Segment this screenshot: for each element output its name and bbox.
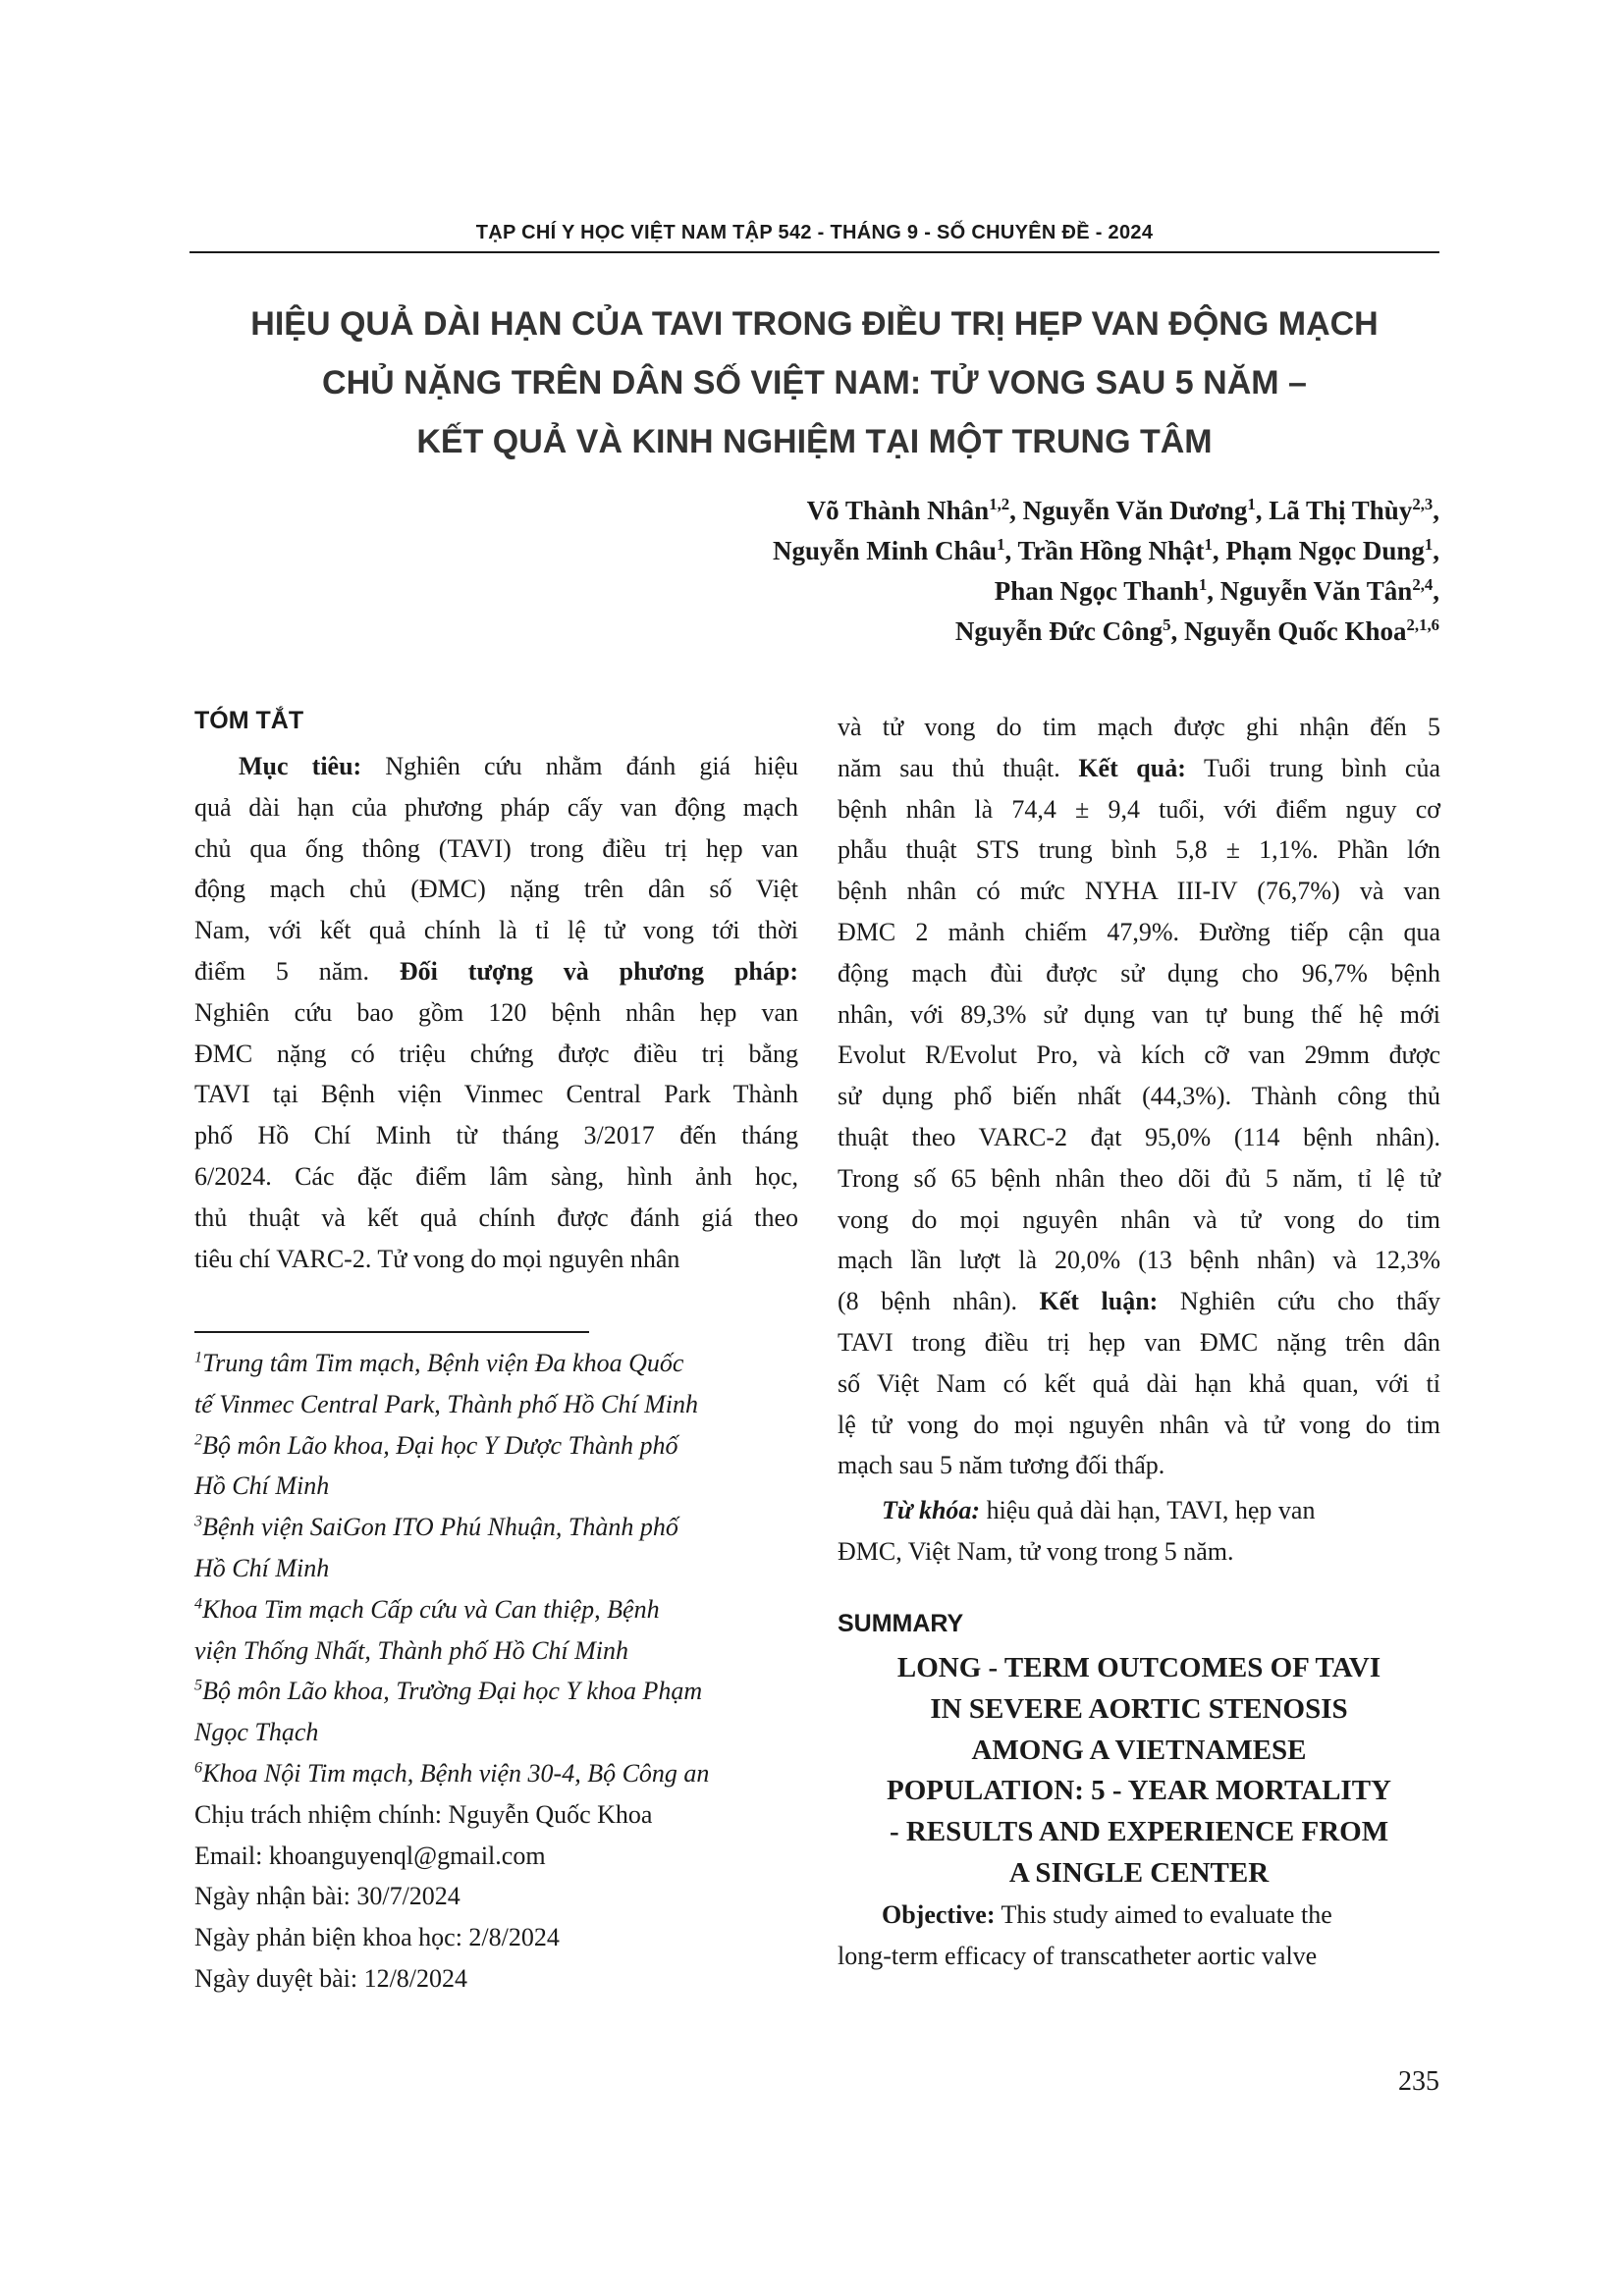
affiliation-text: viện Thống Nhất, Thành phố Hồ Chí Minh <box>194 1635 629 1665</box>
summary-title-line: - RESULTS AND EXPERIENCE FROM <box>889 1816 1389 1848</box>
abstract-vi-heading-wrap <box>194 707 798 735</box>
text-line: điểm 5 năm. Đối tượng và phương pháp: <box>194 956 798 986</box>
author-name: Võ Thành Nhân <box>806 496 990 525</box>
summary-heading-wrap <box>838 1610 1440 1638</box>
text-line: số Việt Nam có kết quả dài hạn khả quan, với tỉ <box>838 1368 1440 1398</box>
text-line: phẫu thuật STS trung bình 5,8 ± 1,1%. Phần lớn <box>838 835 1440 865</box>
objective-text: long-term efficacy of transcatheter aortic valve <box>838 1941 1318 1970</box>
text-line: tiêu chí VARC-2. Tử vong do mọi nguyên nhân <box>194 1244 680 1273</box>
author-name: Nguyễn Văn Dương <box>1022 496 1248 525</box>
received-date: Ngày nhận bài: 30/7/2024 <box>194 1882 460 1911</box>
affiliation-number: 5 <box>194 1677 203 1694</box>
affiliation-text: Hồ Chí Minh <box>194 1471 330 1501</box>
bold-label: Đối tượng và phương pháp: <box>399 956 798 986</box>
affiliation-text: Trung tâm Tim mạch, Bệnh viện Đa khoa Quốc <box>202 1349 684 1377</box>
affiliation-list <box>194 1343 798 1794</box>
author-affiliation: 1 <box>1247 495 1256 513</box>
text-line: thuật theo VARC-2 đạt 95,0% (114 bệnh nhân). <box>838 1122 1440 1151</box>
abstract-vi-left-text <box>194 746 798 1279</box>
summary-title-line: IN SEVERE AORTIC STENOSIS <box>930 1692 1348 1725</box>
affiliation-text: Bộ môn Lão khoa, Đại học Y Dược Thành phố <box>202 1430 678 1460</box>
bold-label: Mục tiêu: <box>239 752 362 780</box>
text-line: sử dụng phổ biến nhất (44,3%). Thành công thủ <box>838 1082 1440 1111</box>
correspondence: Chịu trách nhiệm chính: Nguyễn Quốc Khoa <box>194 1799 653 1829</box>
affiliation-text: Ngọc Thạch <box>194 1718 319 1747</box>
summary-title-line: POPULATION: 5 - YEAR MORTALITY <box>887 1775 1391 1807</box>
text-line: thủ thuật và kết quả chính được đánh giá theo <box>194 1202 798 1232</box>
author-name: Nguyễn Đức Công <box>954 616 1164 646</box>
text-line: 6/2024. Các đặc điểm lâm sàng, hình ảnh học, <box>194 1161 798 1191</box>
author-line: Phan Ngọc Thanh$^1$, Nguyễn Văn Tân$^{2,4}$, <box>994 575 1439 606</box>
text-line: phố Hồ Chí Minh từ tháng 3/2017 đến tháng <box>194 1121 798 1150</box>
author-name: Nguyễn Minh Châu <box>772 536 998 565</box>
author-affiliation: 1,2 <box>989 495 1010 513</box>
text-line: nhân, với 89,3% sử dụng van tự bung thế hệ mới <box>838 999 1440 1029</box>
header-rule <box>189 251 1439 253</box>
text-line: ĐMC 2 mảnh chiếm 47,9%. Đường tiếp cận qua <box>838 917 1440 946</box>
affiliation-number: 4 <box>194 1595 203 1613</box>
summary-title-line: LONG - TERM OUTCOMES OF TAVI <box>896 1652 1381 1683</box>
review-date: Ngày phản biện khoa học: 2/8/2024 <box>194 1923 560 1952</box>
author-name: Phan Ngọc Thanh <box>994 576 1199 606</box>
affiliation-number: 6 <box>194 1759 203 1777</box>
affiliation-line <box>194 1671 798 1712</box>
affiliation-text: Bệnh viện SaiGon ITO Phú Nhuận, Thành phố <box>202 1513 678 1542</box>
author-affiliation: 1 <box>1204 535 1213 554</box>
author-affiliation: 1 <box>1198 575 1208 594</box>
keywords-line: hiệu quả dài hạn, TAVI, hẹp van <box>980 1496 1316 1524</box>
text-line: mạch sau 5 năm tương đối thấp. <box>838 1451 1165 1480</box>
affiliation-text: Hồ Chí Minh <box>194 1553 330 1582</box>
text-line: động mạch đùi được sử dụng cho 96,7% bệnh <box>838 958 1440 988</box>
text-line: Nam, với kết quả chính là tỉ lệ tử vong tới thời <box>194 916 798 945</box>
author-list <box>773 491 1439 652</box>
page-number: 235 <box>1398 2066 1439 2097</box>
text-line: TAVI trong điều trị hẹp van ĐMC nặng trên dân <box>838 1327 1440 1357</box>
keywords-vi <box>838 1490 1440 1573</box>
author-name: Trần Hồng Nhật <box>1017 536 1205 565</box>
text-line: vong do mọi nguyên nhân và tử vong do tim <box>838 1204 1440 1234</box>
text-line: bệnh nhân có mức NYHA III-IV (76,7%) và van <box>838 877 1440 906</box>
affiliation-text: tế Vinmec Central Park, Thành phố Hồ Chí Minh <box>194 1389 698 1418</box>
title-line: HIỆU QUẢ DÀI HẠN CỦA TAVI TRONG ĐIỀU TRỊ HẸP VAN ĐỘNG MẠCH <box>250 305 1379 343</box>
text-line: động mạch chủ (ĐMC) nặng trên dân số Việt <box>194 875 798 904</box>
summary-heading: SUMMARY <box>838 1610 964 1637</box>
affiliation-number: 2 <box>194 1430 203 1448</box>
affiliation-number: 3 <box>194 1513 203 1530</box>
author-affiliation: 2,1,6 <box>1406 615 1439 634</box>
text-line: mạch lần lượt là 20,0% (13 bệnh nhân) và 12,3% <box>838 1246 1440 1275</box>
affiliation-number: 1 <box>194 1349 203 1366</box>
affiliation-text: Khoa Tim mạch Cấp cứu và Can thiệp, Bệnh <box>202 1594 660 1624</box>
author-name: Nguyễn Quốc Khoa <box>1183 616 1407 646</box>
text-line: Mục tiêu: Nghiên cứu nhằm đánh giá hiệu <box>239 752 798 780</box>
author-name: Lã Thị Thùy <box>1269 496 1413 525</box>
text-line: Nghiên cứu bao gồm 120 bệnh nhân hẹp van <box>194 997 798 1027</box>
article-title <box>189 294 1439 471</box>
affiliation-line <box>194 1384 798 1425</box>
affiliation-line <box>194 1548 798 1589</box>
text-line: bệnh nhân là 74,4 ± 9,4 tuổi, với điểm nguy cơ <box>838 794 1440 824</box>
author-affiliation: 2,4 <box>1412 575 1434 594</box>
bold-label: Kết luận: <box>1039 1287 1159 1316</box>
footnotes <box>194 1343 798 2000</box>
abstract-vi-right-text <box>838 707 1440 1486</box>
summary-title-line: A SINGLE CENTER <box>1008 1856 1270 1889</box>
summary-objective <box>838 1895 1440 1977</box>
affiliation-line <box>194 1753 798 1794</box>
author-affiliation: 5 <box>1163 615 1171 634</box>
affiliation-text: Bộ môn Lão khoa, Trường Đại học Y khoa Phạm <box>202 1677 703 1706</box>
bold-label: Kết quả: <box>1078 753 1186 782</box>
text-line: chủ qua ống thông (TAVI) trong điều trị hẹp van <box>194 833 798 863</box>
footnote-rule <box>194 1331 589 1333</box>
author-line: Võ Thành Nhân$^{1,2}$, Nguyễn Văn Dương$^1$, Lã Thị Thùy$^{2,3}$, <box>806 495 1439 525</box>
summary-title-line: AMONG A VIETNAMESE <box>971 1734 1307 1766</box>
objective-text: This study aimed to evaluate the <box>995 1900 1332 1929</box>
author-line: Nguyễn Đức Công$^5$, Nguyễn Quốc Khoa$^{2,1,6}$ <box>954 615 1439 646</box>
objective-label: Objective: <box>882 1900 996 1929</box>
email: Email: khoanguyenql@gmail.com <box>194 1841 546 1870</box>
text-line: Evolut R/Evolut Pro, và kích cỡ van 29mm được <box>838 1041 1440 1070</box>
keywords-label: Từ khóa: <box>882 1496 981 1524</box>
title-line: CHỦ NẶNG TRÊN DÂN SỐ VIỆT NAM: TỬ VONG SAU 5 NĂM – <box>322 364 1307 401</box>
accepted-date: Ngày duyệt bài: 12/8/2024 <box>194 1963 468 1993</box>
running-header: TẠP CHÍ Y HỌC VIỆT NAM TẬP 542 - THÁNG 9 - SỐ CHUYÊN ĐỀ - 2024 <box>475 222 1154 243</box>
author-name: Phạm Ngọc Dung <box>1225 536 1425 565</box>
affiliation-line <box>194 1589 798 1630</box>
affiliation-text: Khoa Nội Tim mạch, Bệnh viện 30-4, Bộ Công an <box>202 1758 710 1788</box>
abstract-vi-heading: TÓM TẮT <box>194 707 304 734</box>
affiliation-line <box>194 1507 798 1548</box>
text-line: quả dài hạn của phương pháp cấy van động mạch <box>194 792 798 822</box>
author-affiliation: 1 <box>997 535 1005 554</box>
text-line: lệ tử vong do mọi nguyên nhân và tử vong do tim <box>838 1410 1440 1439</box>
author-line: Nguyễn Minh Châu$^1$, Trần Hồng Nhật$^1$, Phạm Ngọc Dung$^1$, <box>772 535 1439 565</box>
affiliation-line <box>194 1466 798 1507</box>
keywords-line: ĐMC, Việt Nam, tử vong trong 5 năm. <box>838 1536 1234 1566</box>
affiliation-line <box>194 1425 798 1467</box>
author-affiliation: 1 <box>1424 535 1434 554</box>
summary-title <box>838 1648 1440 1895</box>
text-line: TAVI tại Bệnh viện Vinmec Central Park Thành <box>194 1080 798 1109</box>
title-line: KẾT QUẢ VÀ KINH NGHIỆM TẠI MỘT TRUNG TÂM <box>416 423 1213 460</box>
affiliation-line <box>194 1630 798 1672</box>
text-line: Trong số 65 bệnh nhân theo dõi đủ 5 năm, tỉ lệ tử <box>838 1163 1440 1193</box>
author-affiliation: 2,3 <box>1412 495 1434 513</box>
affiliation-line <box>194 1712 798 1753</box>
text-line: (8 bệnh nhân). Kết luận: Nghiên cứu cho thấy <box>838 1287 1440 1316</box>
text-line: ĐMC nặng có triệu chứng được điều trị bằng <box>194 1039 798 1068</box>
affiliation-line <box>194 1343 798 1384</box>
text-line: năm sau thủ thuật. Kết quả: Tuổi trung bình của <box>838 753 1440 782</box>
text-line: và tử vong do tim mạch được ghi nhận đến 5 <box>838 713 1440 741</box>
author-name: Nguyễn Văn Tân <box>1219 576 1413 606</box>
